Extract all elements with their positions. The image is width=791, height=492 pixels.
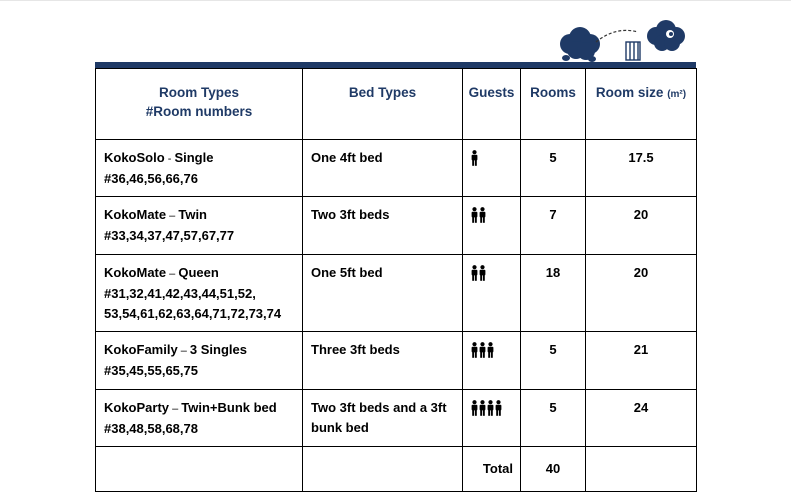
- table-row: [96, 140, 697, 197]
- room-size-cell: 24: [586, 390, 697, 447]
- bed-type-cell: Two 3ft beds: [303, 197, 463, 255]
- room-kind: Twin+Bunk bed: [181, 400, 277, 415]
- room-separator: -: [164, 153, 175, 165]
- person-icon: [471, 150, 478, 166]
- person-icon: [479, 400, 486, 416]
- rooms-cell: 18: [521, 255, 586, 332]
- bed-type-cell: Two 3ft beds and a 3ft bunk bed: [303, 390, 463, 447]
- table-header-row: [96, 69, 697, 140]
- room-kind: Single: [174, 150, 214, 165]
- total-value: 40: [521, 447, 586, 492]
- bed-type-cell: Three 3ft beds: [303, 332, 463, 390]
- room-type-cell: [96, 197, 303, 255]
- rooms-cell: 7: [521, 197, 586, 255]
- person-icon: [487, 400, 494, 416]
- person-icon: [495, 400, 502, 416]
- room-size-unit: (m²): [667, 89, 687, 100]
- room-numbers: 53,54,61,62,63,64,71,72,73,74: [104, 306, 282, 321]
- total-row: [96, 447, 697, 492]
- table-row: [96, 197, 697, 255]
- room-numbers: #36,46,56,66,76: [104, 171, 198, 186]
- guests-cell: [463, 255, 521, 332]
- col-guests: Guests: [463, 69, 521, 140]
- sheep-mascot-icon: [556, 14, 696, 64]
- col-room-size: [586, 69, 697, 140]
- room-kind: 3 Singles: [189, 342, 247, 357]
- room-name: KokoParty: [104, 400, 170, 415]
- room-name: KokoFamily: [104, 342, 178, 357]
- bed-type-cell: One 5ft bed: [303, 255, 463, 332]
- room-separator: –: [166, 268, 179, 280]
- room-type-cell: [96, 255, 303, 332]
- guests-cell: [463, 197, 521, 255]
- person-icon: [471, 265, 478, 281]
- guests-cell: [463, 332, 521, 390]
- guests-cell: [463, 390, 521, 447]
- col-room-types: [96, 69, 303, 140]
- room-size-cell: 20: [586, 197, 697, 255]
- room-size-label: Room size: [595, 85, 664, 100]
- room-kind: Twin: [178, 207, 207, 222]
- person-icon: [479, 207, 486, 223]
- room-name: KokoMate: [104, 265, 167, 280]
- room-type-cell: [96, 332, 303, 390]
- room-numbers: #38,48,58,68,78: [104, 421, 198, 436]
- col-rooms: Rooms: [521, 69, 586, 140]
- empty-cell: [586, 447, 697, 492]
- room-separator: –: [177, 345, 190, 357]
- top-divider: [0, 0, 791, 1]
- room-size-cell: 21: [586, 332, 697, 390]
- room-name: KokoSolo: [104, 150, 165, 165]
- col-bed-types: Bed Types: [303, 69, 463, 140]
- room-separator: –: [169, 403, 182, 415]
- room-type-cell: [96, 140, 303, 197]
- room-table: [95, 62, 696, 492]
- room-numbers: #31,32,41,42,43,44,51,52,: [104, 286, 256, 301]
- room-kind: Queen: [178, 265, 219, 280]
- person-icon: [479, 265, 486, 281]
- bed-type-cell: One 4ft bed: [303, 140, 463, 197]
- rooms-cell: 5: [521, 140, 586, 197]
- room-types-label: Room Types: [158, 85, 239, 100]
- table-row: [96, 390, 697, 447]
- table-row: [96, 332, 697, 390]
- room-type-cell: [96, 390, 303, 447]
- person-icon: [471, 400, 478, 416]
- empty-cell: [96, 447, 303, 492]
- rooms-cell: 5: [521, 332, 586, 390]
- room-numbers: #33,34,37,47,57,67,77: [104, 228, 235, 243]
- room-name: KokoMate: [104, 207, 167, 222]
- person-icon: [487, 342, 494, 358]
- total-label: Total: [463, 447, 521, 492]
- empty-cell: [303, 447, 463, 492]
- room-numbers-label: #Room numbers: [145, 104, 253, 119]
- person-icon: [479, 342, 486, 358]
- guests-cell: [463, 140, 521, 197]
- room-size-cell: 17.5: [586, 140, 697, 197]
- room-separator: –: [166, 210, 179, 222]
- person-icon: [471, 207, 478, 223]
- person-icon: [471, 342, 478, 358]
- room-numbers: #35,45,55,65,75: [104, 363, 198, 378]
- rooms-cell: 5: [521, 390, 586, 447]
- room-size-cell: 20: [586, 255, 697, 332]
- table-row: [96, 255, 697, 332]
